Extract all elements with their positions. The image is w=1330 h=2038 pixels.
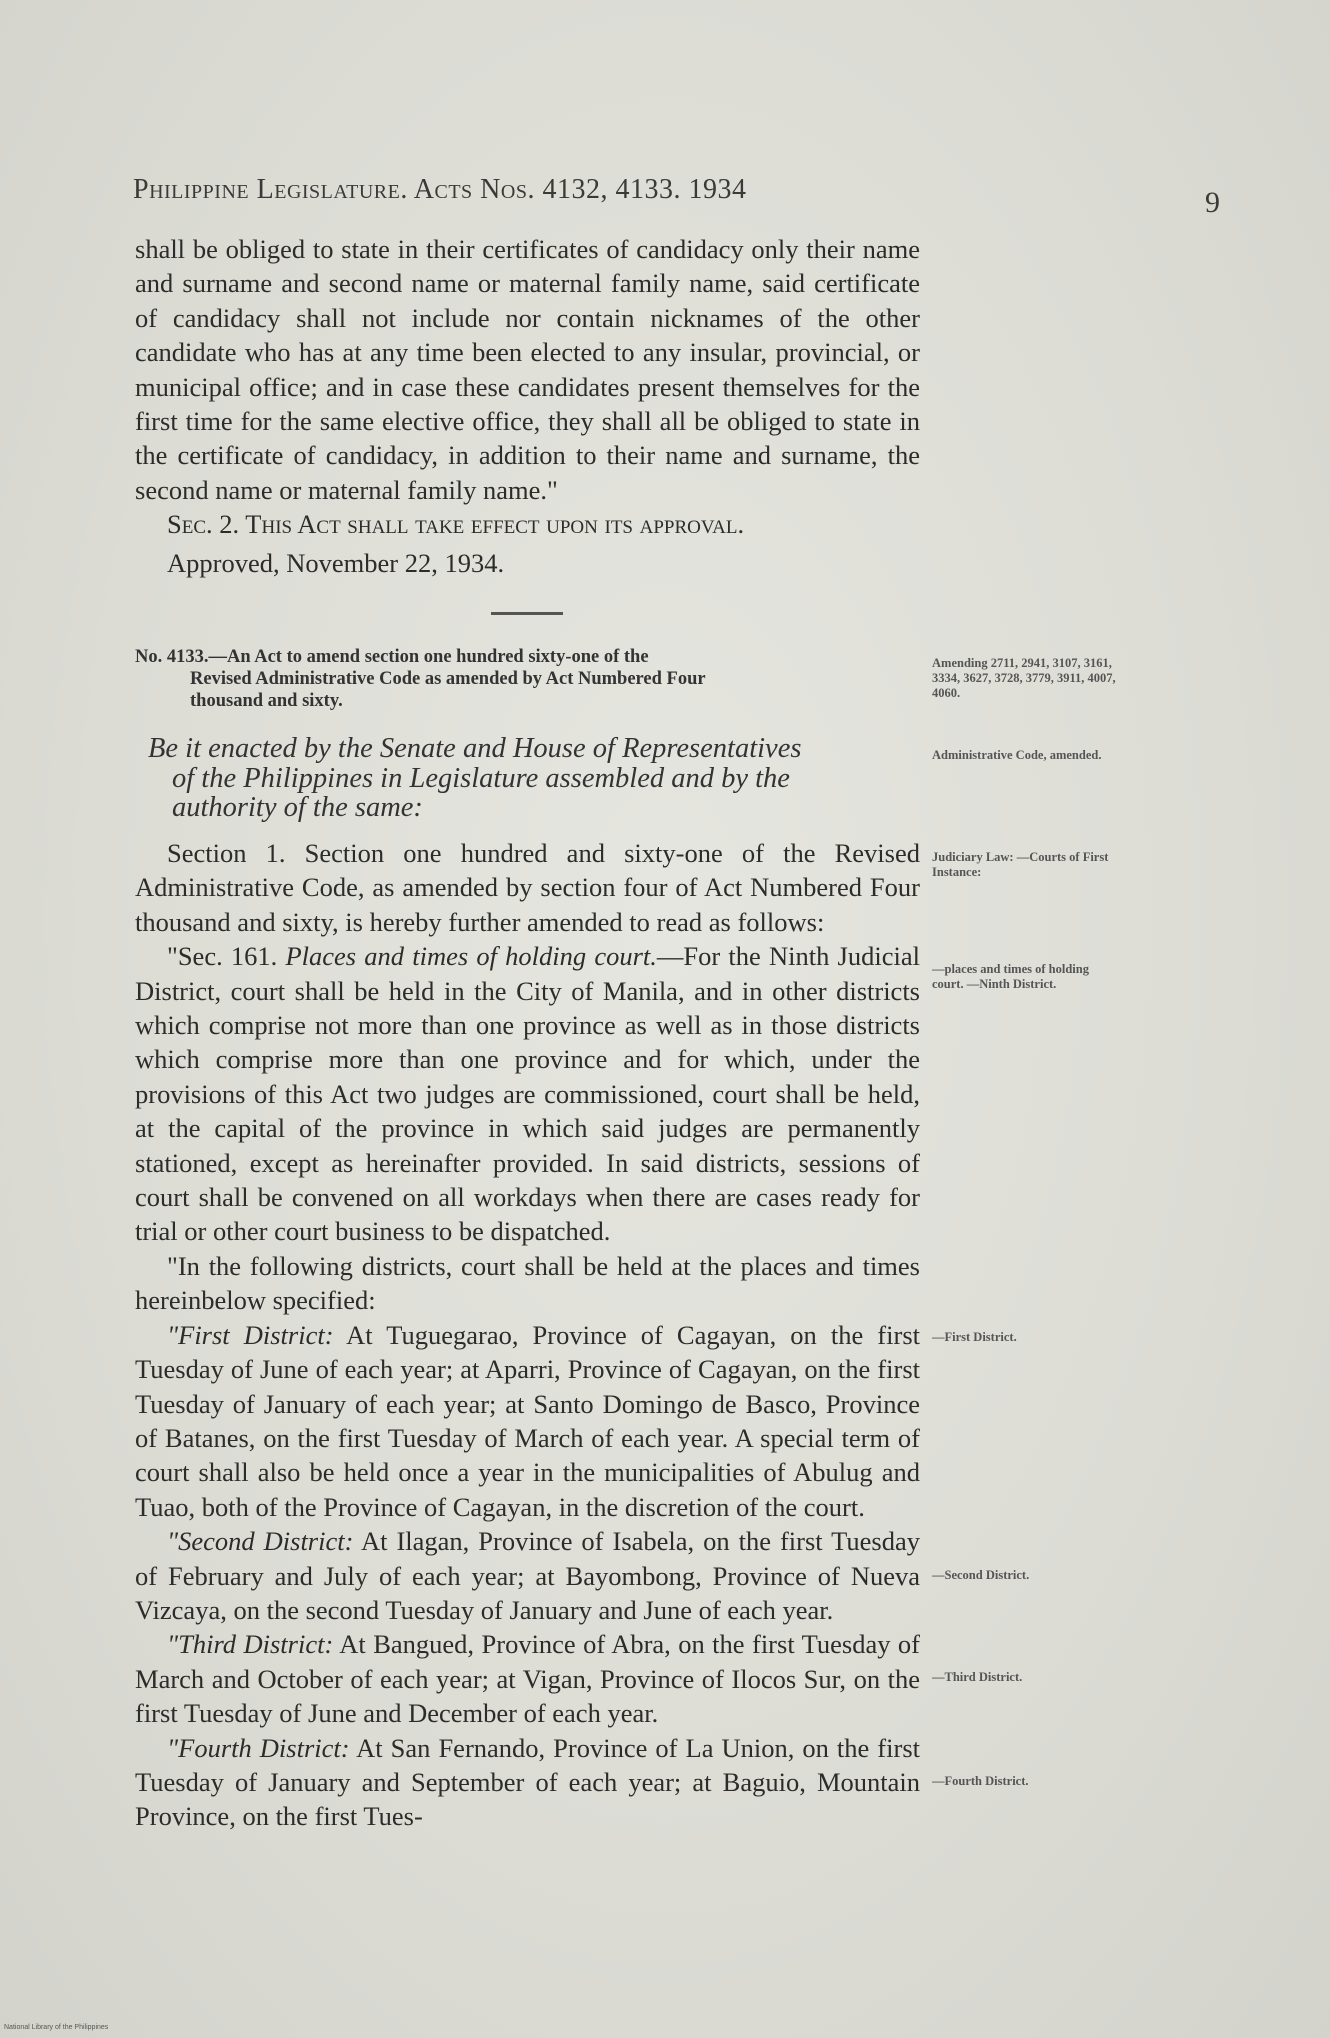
sec-161-paragraph	[135, 939, 920, 1249]
approved-line: Approved, November 22, 1934.	[167, 547, 505, 578]
margin-note-third-district: —Third District.	[932, 1670, 1023, 1684]
margin-note-second-district: —Second District.	[932, 1568, 1030, 1582]
footer-credit: National Library of the Philippines	[4, 2024, 109, 2031]
sec-161-body: —For the Ninth Judicial District, court shall be held in the City of Manila, and in other districts which comprise not more than one province as well as in those districts which comprise more than one province and for which, under the provisions of this Act two judges are commissioned, court shall be held, at the capital of the province in which said judges are permanently stationed, except as hereinafter provided. In said districts, sessions of court shall be convened on all workdays when there are cases ready for trial or other court business to be dispatched.	[135, 941, 920, 1247]
first-district-paragraph	[135, 1318, 920, 1524]
continuation-paragraph: shall be obliged to state in their certificates of candidacy only their name and surname and second name or maternal family name, said certificate of candidacy shall not include nor contain nicknames of the other candidate who has at any time been elected to any insular, provincial, or municipal office; and in case these candidates present themselves for the first time for the same elective office, they shall all be obliged to state in the certificate of candidacy, in addition to their name and surname, the second name or maternal family name."	[135, 234, 920, 505]
first-district-body: At Tuguegarao, Province of Cagayan, on the first Tuesday of June of each year; at Aparri, Province of Cagayan, on the first Tuesday of January of each year; at Santo Domingo de Basco, Province of Batanes, on the first Tuesday of March of each year. A special term of court shall also be held once a year in the municipalities of Abulug and Tuao, both of the Province of Cagayan, in the discretion of the court.	[135, 1319, 920, 1522]
main-text-block	[135, 836, 920, 1834]
margin-note-fourth-district: —Fourth District.	[932, 1774, 1029, 1788]
first-district-label: "First District:	[167, 1319, 334, 1350]
third-district-paragraph	[135, 1627, 920, 1730]
fourth-district-paragraph	[135, 1731, 920, 1834]
margin-note-amending: Amending 2711, 2941, 3107, 3161, 3334, 3627, 3728, 3779, 3911, 4007, 4060.	[932, 656, 1116, 700]
act-title-line-1: No. 4133.—An Act to amend section one hundred sixty-one of the	[135, 647, 649, 667]
margin-note-admin-code: Administrative Code, amended.	[932, 748, 1102, 762]
act-title-line-2: Revised Administrative Code as amended by Act Numbered Four	[190, 669, 706, 689]
second-district-paragraph	[135, 1524, 920, 1627]
act-title	[135, 646, 920, 712]
sec-161-lead: "Sec. 161.	[167, 941, 286, 972]
margin-note-judiciary: Judiciary Law: —Courts of First Instance:	[932, 850, 1109, 879]
sec-161-title: Places and times of holding court.	[285, 941, 657, 972]
margin-note-first-district: —First District.	[932, 1330, 1017, 1344]
fourth-district-body: At San Fernando, Province of La Union, on the first Tuesday of January and September of each year; at Baguio, Mountain Province, on the first Tues-	[135, 1732, 920, 1832]
second-district-label: "Second District:	[167, 1526, 354, 1557]
top-text-block	[135, 232, 920, 580]
enacting-clause-line-3: authority of the same:	[172, 792, 423, 823]
second-district-body: At Ilagan, Province of Isabela, on the first Tuesday of February and July of each year; at Bayombong, Province of Nueva Vizcaya, on the second Tuesday of January and June of each year.	[135, 1526, 921, 1625]
page-number: 9	[1205, 186, 1220, 219]
running-head-text: Philippine Legislature. Acts Nos. 4132, 4133. 1934	[133, 174, 747, 205]
margin-note-places: —places and times of holding court. —Ninth District.	[932, 962, 1089, 991]
section-divider	[491, 612, 563, 615]
third-district-body: At Bangued, Province of Abra, on the first Tuesday of March and October of each year; at Vigan, Province of Ilocos Sur, on the first Tuesday of June and December of each year.	[135, 1629, 921, 1729]
section-2-text: Sec. 2. This Act shall take effect upon its approval.	[167, 509, 745, 540]
enacting-clause	[148, 734, 920, 823]
act-title-line-3: thousand and sixty.	[190, 691, 343, 711]
running-head	[133, 174, 933, 206]
section-1-paragraph: Section 1. Section one hundred and sixty-one of the Revised Administrative Code, as amended by section four of Act Numbered Four thousand and sixty, is hereby further amended to read as follows:	[135, 838, 920, 937]
enacting-clause-line-2: of the Philippines in Legislature assembled and by the	[172, 762, 790, 794]
following-districts-paragraph: "In the following districts, court shall be held at the places and times hereinbelow specified:	[135, 1250, 920, 1316]
enacting-clause-line-1: Be it enacted by the Senate and House of Representatives	[148, 733, 802, 764]
section-2-paragraph	[135, 507, 920, 541]
third-district-label: "Third District:	[167, 1629, 334, 1660]
fourth-district-label: "Fourth District:	[167, 1732, 350, 1763]
